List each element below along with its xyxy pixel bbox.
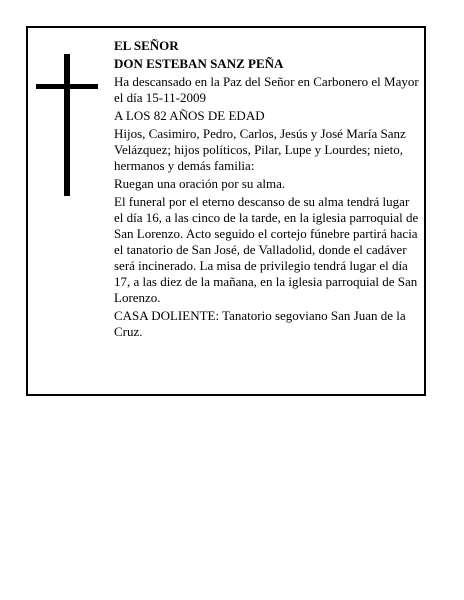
- cross-icon: [36, 54, 100, 196]
- deceased-name: DON ESTEBAN SANZ PEÑA: [114, 56, 284, 71]
- obituary-text: [114, 38, 420, 342]
- death-announcement: Ha descansado en la Paz del Señor en Carbonero el Mayor el día 15-11-2009: [114, 74, 419, 105]
- mourning-house: CASA DOLIENTE: Tanatorio segoviano San Juan de la Cruz.: [114, 308, 406, 339]
- prayer-request: Ruegan una oración por su alma.: [114, 176, 286, 191]
- notice-heading: EL SEÑOR: [114, 38, 179, 53]
- age-line: A LOS 82 AÑOS DE EDAD: [114, 108, 265, 123]
- funeral-details: El funeral por el eterno descanso de su alma tendrá lugar el día 16, a las cinco de la tarde, en la iglesia parroquial de San Lorenzo. Acto seguido el cortejo fúnebre partirá hacia el tanatorio de San José, de Valladolid, donde el cadáver será incinerado. La misa de privilegio tendrá lugar el día 17, a las diez de la mañana, en la iglesia parroquial de San Lorenzo.: [114, 194, 419, 305]
- family-list: Hijos, Casimiro, Pedro, Carlos, Jesús y José María Sanz Velázquez; hijos políticos, Pilar, Lupe y Lourdes; nieto, hermanos y demás familia:: [114, 126, 406, 173]
- cross-horizontal-bar: [36, 84, 98, 89]
- cross-vertical-bar: [64, 54, 70, 196]
